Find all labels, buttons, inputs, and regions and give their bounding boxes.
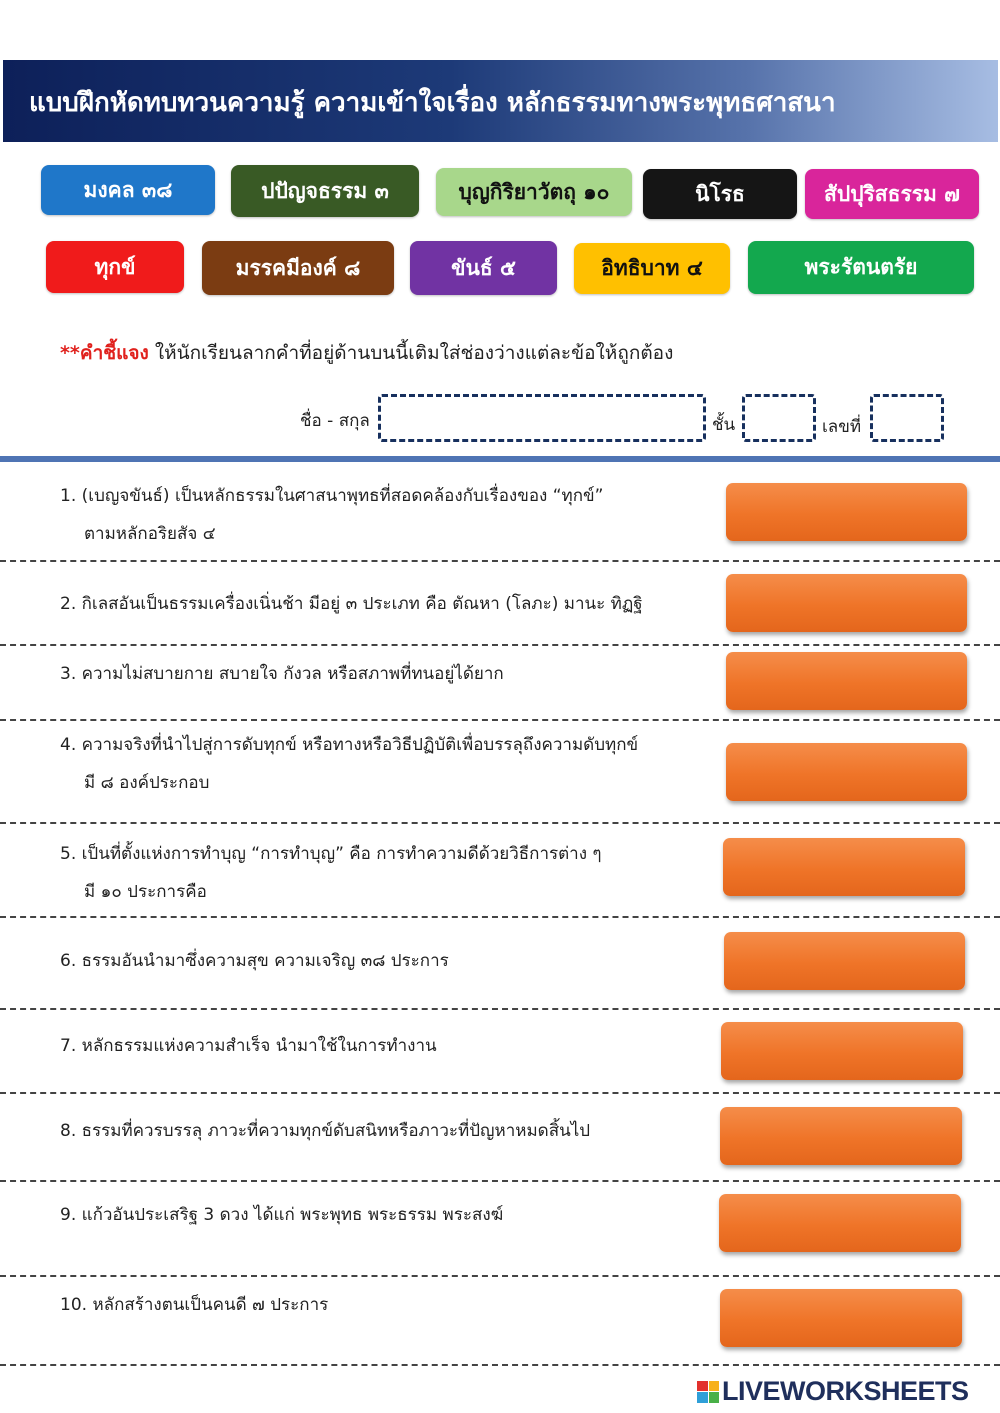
divider bbox=[0, 644, 1000, 646]
class-input[interactable] bbox=[742, 394, 816, 442]
word-chip-ratanattaya[interactable]: พระรัตนตรัย bbox=[748, 241, 974, 294]
word-chip-punna-kiriya-vatthu-10[interactable]: บุญกิริยาวัตถุ ๑๐ bbox=[436, 168, 632, 216]
question-1-line2: ตามหลักอริยสัจ ๔ bbox=[84, 524, 216, 544]
answer-slot-10[interactable] bbox=[720, 1289, 962, 1347]
instruction bbox=[60, 338, 673, 368]
logo-text: LIVEWORKSHEETS bbox=[722, 1376, 969, 1406]
question-7-line1: 7. หลักธรรมแห่งความสำเร็จ นำมาใช้ในการทำงาน bbox=[60, 1036, 437, 1056]
word-chip-magga-8[interactable]: มรรคมีองค์ ๘ bbox=[202, 241, 394, 295]
question-2 bbox=[60, 585, 643, 623]
question-10 bbox=[60, 1286, 328, 1324]
answer-slot-7[interactable] bbox=[721, 1022, 963, 1080]
divider bbox=[0, 1180, 1000, 1182]
answer-slot-2[interactable] bbox=[726, 574, 967, 632]
class-label: ชั้น bbox=[712, 415, 736, 435]
question-3 bbox=[60, 655, 504, 693]
logo-grid-icon bbox=[697, 1381, 719, 1403]
name-label: ชื่อ - สกุล bbox=[300, 411, 370, 431]
question-6 bbox=[60, 942, 449, 980]
word-chip-nirodha[interactable]: นิโรธ bbox=[643, 169, 797, 219]
question-3-line1: 3. ความไม่สบายกาย สบายใจ กังวล หรือสภาพที่ทนอยู่ได้ยาก bbox=[60, 664, 504, 684]
question-1 bbox=[60, 477, 603, 553]
divider bbox=[0, 916, 1000, 918]
answer-slot-4[interactable] bbox=[726, 743, 967, 801]
title-bar bbox=[3, 60, 998, 142]
question-7 bbox=[60, 1027, 437, 1065]
question-2-line1: 2. กิเลสอันเป็นธรรมเครื่องเนิ่นช้า มีอยู่ ๓ ประเภท คือ ตัณหา (โลภะ) มานะ ทิฏฐิ bbox=[60, 594, 643, 614]
answer-slot-8[interactable] bbox=[720, 1107, 962, 1165]
answer-slot-9[interactable] bbox=[719, 1194, 961, 1252]
question-4-line2: มี ๘ องค์ประกอบ bbox=[84, 773, 210, 793]
liveworksheets-logo bbox=[697, 1376, 969, 1407]
number-label: เลขที่ bbox=[822, 417, 862, 437]
instruction-label: **คำชี้แจง bbox=[60, 342, 149, 364]
question-10-line1: 10. หลักสร้างตนเป็นคนดี ๗ ประการ bbox=[60, 1295, 329, 1315]
question-4 bbox=[60, 726, 638, 802]
divider bbox=[0, 560, 1000, 562]
divider bbox=[0, 719, 1000, 721]
word-chip-khandha-5[interactable]: ขันธ์ ๕ bbox=[410, 241, 557, 295]
question-1-line1: 1. (เบญจขันธ์) เป็นหลักธรรมในศาสนาพุทธที่สอดคล้องกับเรื่องของ “ทุกข์” bbox=[60, 486, 604, 506]
question-9-line1: 9. แก้วอันประเสริฐ 3 ดวง ได้แก่ พระพุทธ พระธรรม พระสงฆ์ bbox=[60, 1205, 504, 1225]
page-title: แบบฝึกหัดทบทวนความรู้ ความเข้าใจเรื่อง หลักธรรมทางพระพุทธศาสนา bbox=[29, 88, 836, 118]
answer-slot-5[interactable] bbox=[723, 838, 965, 896]
question-5-line2: มี ๑๐ ประการคือ bbox=[84, 882, 207, 902]
question-8 bbox=[60, 1112, 590, 1150]
number-input[interactable] bbox=[870, 394, 944, 442]
question-8-line1: 8. ธรรมที่ควรบรรลุ ภาวะที่ความทุกข์ดับสนิทหรือภาวะที่ปัญหาหมดสิ้นไป bbox=[60, 1121, 591, 1141]
divider bbox=[0, 1275, 1000, 1277]
divider bbox=[0, 1092, 1000, 1094]
word-chip-dukkha[interactable]: ทุกข์ bbox=[46, 241, 184, 293]
word-chip-iddhipada-4[interactable]: อิทธิบาท ๔ bbox=[574, 243, 730, 294]
question-5 bbox=[60, 835, 602, 911]
word-chip-sappurisa-dhamma-7[interactable]: สัปปุริสธรรม ๗ bbox=[805, 169, 979, 219]
divider bbox=[0, 1008, 1000, 1010]
answer-slot-6[interactable] bbox=[724, 932, 965, 990]
divider bbox=[0, 822, 1000, 824]
answer-slot-3[interactable] bbox=[726, 652, 967, 710]
section-divider bbox=[0, 456, 1000, 462]
question-4-line1: 4. ความจริงที่นำไปสู่การดับทุกข์ หรือทางหรือวิธีปฏิบัติเพื่อบรรลุถึงความดับทุกข์ bbox=[60, 735, 639, 755]
answer-slot-1[interactable] bbox=[726, 483, 967, 541]
instruction-text: ให้นักเรียนลากคำที่อยู่ด้านบนนี้เติมใส่ช่องว่างแต่ละข้อให้ถูกต้อง bbox=[148, 342, 674, 364]
divider bbox=[0, 1364, 1000, 1366]
question-6-line1: 6. ธรรมอันนำมาซึ่งความสุข ความเจริญ ๓๘ ประการ bbox=[60, 951, 449, 971]
word-chip-mongkol-38[interactable]: มงคล ๓๘ bbox=[41, 165, 215, 215]
question-9 bbox=[60, 1196, 503, 1234]
word-chip-papanca-dhamma-3[interactable]: ปปัญจธรรม ๓ bbox=[231, 165, 419, 217]
question-5-line1: 5. เป็นที่ตั้งแห่งการทำบุญ “การทำบุญ” คือ การทำความดีด้วยวิธีการต่าง ๆ bbox=[60, 844, 602, 864]
name-input[interactable] bbox=[378, 394, 706, 442]
